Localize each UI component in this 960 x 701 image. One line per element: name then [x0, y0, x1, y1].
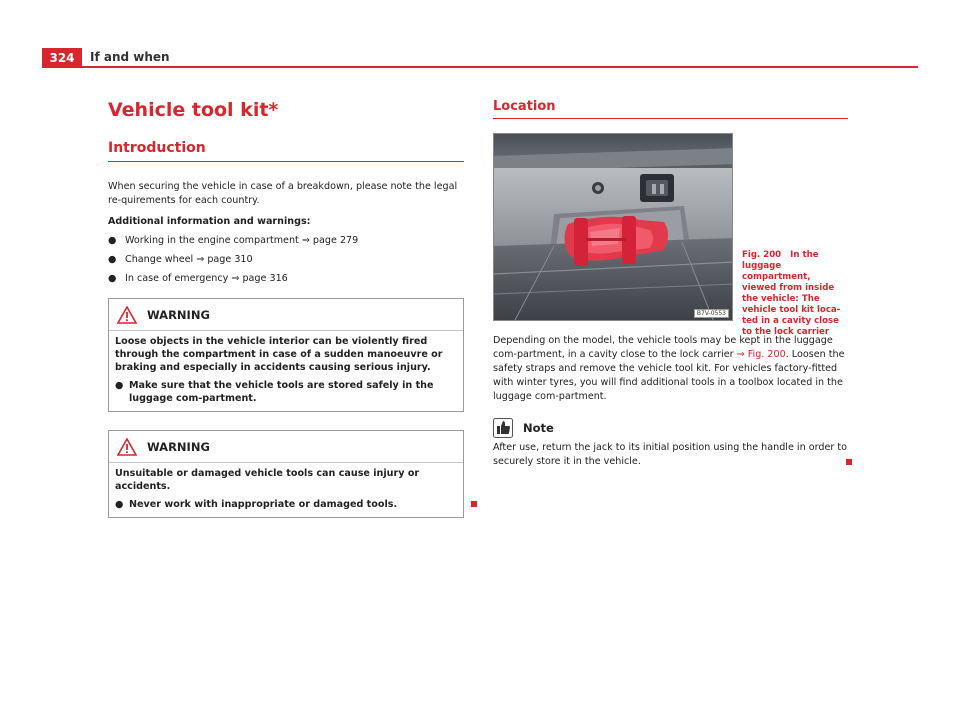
warning-text: Loose objects in the vehicle interior can be violently fired through the compartment in case of a sudden manoeuvre or braking and especially in accidents causing serious injury. [115, 336, 443, 373]
list-item[interactable]: ● In case of emergency ⇒ page 316 [108, 273, 288, 284]
right-column [493, 98, 848, 469]
figure-photo [493, 133, 733, 321]
reference-list [108, 234, 464, 286]
luggage-compartment-photo [494, 134, 733, 321]
warning-box-2 [108, 430, 464, 518]
list-item[interactable]: ● Change wheel ⇒ page 310 [108, 254, 253, 265]
figure-code: B7V-0553 [694, 309, 729, 318]
figure-200 [493, 133, 848, 337]
warning-triangle-icon [117, 438, 137, 456]
bullet-icon: ● [115, 499, 124, 510]
end-of-section-marker [471, 501, 477, 507]
section-title: Vehicle tool kit* [108, 99, 279, 121]
warning-box-1 [108, 298, 464, 412]
warning-body [109, 331, 463, 411]
additional-info-heading: Additional information and warnings: [108, 216, 311, 227]
chapter-title: If and when [90, 50, 170, 64]
figure-reference-link[interactable]: ⇒ Fig. 200 [736, 349, 786, 360]
warning-header [109, 431, 463, 463]
end-of-section-marker [846, 459, 852, 465]
figure-caption-text: In the luggage compartment, viewed from inside the vehicle: The vehicle tool kit loca-ted in a cavity close to the lock carrier [742, 250, 841, 337]
note-icon [493, 418, 513, 438]
intro-paragraph: When securing the vehicle in case of a breakdown, please note the legal re-quirements for each country. [108, 181, 458, 206]
warning-header [109, 299, 463, 331]
introduction-heading: Introduction [108, 139, 464, 162]
warning-text: Unsuitable or damaged vehicle tools can cause injury or accidents. [115, 468, 420, 492]
header-rule [82, 66, 918, 68]
warning-bullet: ● Make sure that the vehicle tools are stored safely in the luggage com-partment. [115, 380, 434, 404]
bullet-icon: ● [115, 380, 124, 391]
page-number: 324 [42, 48, 82, 68]
bullet-icon: ● [108, 254, 117, 265]
figure-label: Fig. 200 [742, 250, 782, 260]
warning-label: WARNING [147, 439, 210, 454]
note-label: Note [523, 421, 554, 435]
left-column [108, 98, 464, 518]
note-header [493, 418, 848, 438]
list-item[interactable]: ● Working in the engine compartment ⇒ page 279 [108, 235, 359, 246]
warning-label: WARNING [147, 307, 210, 322]
warning-body [109, 463, 463, 517]
figure-caption [742, 250, 846, 338]
location-paragraph: Depending on the model, the vehicle tools may be kept in the luggage com-partment, in a cavity close to the lock carrier ⇒ Fig. 200. Loosen the safety straps and remove the vehicle tool kit. For vehicles factory-fitted with winter tyres, you will find additional tools in a toolbox located in the luggage com-partment. [493, 335, 845, 402]
bullet-icon: ● [108, 273, 117, 284]
bullet-icon: ● [108, 235, 117, 246]
warning-triangle-icon [117, 306, 137, 324]
note-text: After use, return the jack to its initial position using the handle in order to securely store it in the vehicle. [493, 442, 847, 467]
location-heading: Location [493, 98, 848, 119]
warning-bullet: ● Never work with inappropriate or damaged tools. [115, 499, 398, 510]
